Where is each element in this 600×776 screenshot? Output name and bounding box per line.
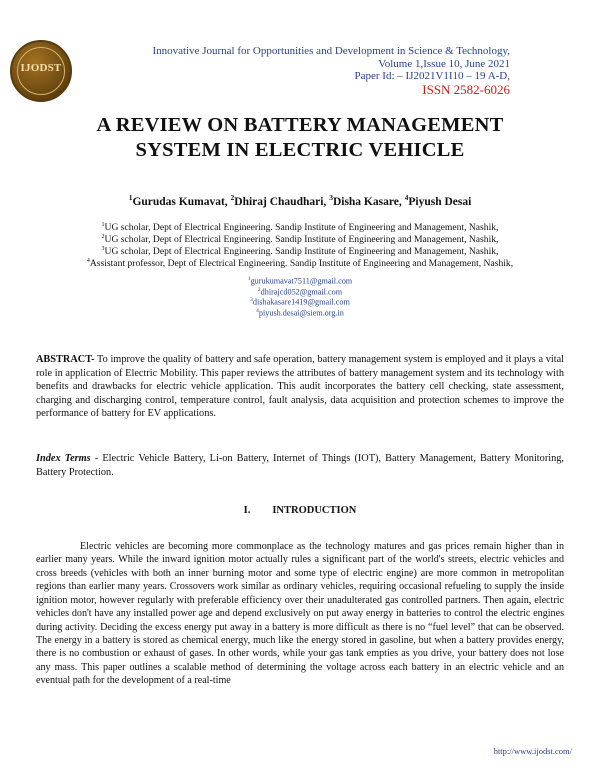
introduction-paragraph: Electric vehicles are becoming more commonplace as the technology matures and gas prices remain higher than in earlier many years. While the inward ignition motor actually rules a significant part of the world's streets, electric vehicles and cross breeds (vehicles with both an inner burning motor and some type of electric engine) are more common in metropolitan regions than earlier many years. Crossovers work similar as ordinary vehicles, requiring occasional refueling to supply the inside ignition motor, however regularly with preferable efficiency over their unadulterated gas controlled partners. Then again, electric vehicles don't have any installed power age and depend exclusively on put away energy in batteries to control the electric engines during activity. Deciding the excess energy put away in a battery is more difficult as there is no “fuel level” that can be observed. The energy in a battery is stored as chemical energy, much like the energy stored in gasoline, but when a battery provides energy, there is no combustion or exhaust of gases. In other words, while your gas tank empties as you drive, your battery does not lose any mass. This paper outlines a scalable method of determining the voltage across each battery in an electric vehicle and an eventual path for the development of a real-time <box>36 541 564 687</box>
author-list <box>40 193 560 208</box>
email-item[interactable] <box>40 276 560 287</box>
email-sup: 4 <box>256 307 259 314</box>
title-line-2: SYSTEM IN ELECTRIC VEHICLE <box>135 138 465 161</box>
logo-text: IJODST <box>20 62 62 74</box>
journal-logo <box>10 40 72 102</box>
email-sup: 3 <box>250 297 253 304</box>
section-title: INTRODUCTION <box>272 505 357 516</box>
abstract <box>36 353 564 421</box>
author-sup: 3 <box>329 193 333 202</box>
abstract-label: ABSTRACT- <box>36 354 95 365</box>
email-item[interactable] <box>40 287 560 298</box>
affiliation-sup: 1 <box>101 222 105 228</box>
author-sup: 4 <box>404 193 409 202</box>
index-terms <box>36 452 564 479</box>
paper-title <box>40 113 560 162</box>
section-number: I. <box>243 505 251 516</box>
affiliation-text: UG scholar, Dept of Electrical Engineering. Sandip Institute of Engineering and Management, Nashik, <box>104 222 499 234</box>
journal-paper-id: Paper Id: – IJ2021V1I10 – 19 A-D, <box>354 70 510 83</box>
email-link[interactable]: gurukumavat7511@gmail.com <box>250 276 353 286</box>
journal-header <box>90 45 510 98</box>
journal-volume: Volume 1,Issue 10, June 2021 <box>378 57 510 70</box>
journal-issn: ISSN 2582-6026 <box>422 81 510 97</box>
email-link[interactable]: piyush.desai@siem.org.in <box>258 308 344 318</box>
index-terms-text: - Electric Vehicle Battery, Li-on Battery, Internet of Things (IOT), Battery Management, Battery Monitoring, Battery Protection. <box>36 453 564 478</box>
author-sup: 2 <box>230 193 235 202</box>
email-item[interactable] <box>40 308 560 319</box>
author-name: Dhiraj Chaudhari, <box>234 195 330 208</box>
title-line-1: A REVIEW ON BATTERY MANAGEMENT <box>96 114 504 136</box>
journal-name: Innovative Journal for Opportunities and Development in Science & Technology, <box>152 45 510 57</box>
affiliation-item <box>20 246 580 258</box>
email-sup: 2 <box>257 286 261 293</box>
author-name: Gurudas Kumavat, <box>132 195 231 208</box>
affiliation-text: UG scholar, Dept of Electrical Engineering. Sandip Institute of Engineering and Management, Nashik, <box>104 234 499 246</box>
affiliation-text: UG scholar, Dept of Electrical Engineering. Sandip Institute of Engineering and Management, Nashik, <box>104 246 499 258</box>
abstract-text: To improve the quality of battery and safe operation, battery management system is employed and it plays a vital role in application of Electric Mobility. This paper reviews the attributes of battery management system and its technology with benefits and drawbacks for electric vehicle application. This audit incorporates the battery cell checking, state assessment, charging and discharging control, temperature control, fault analysis, data acquisition and protection schemes to improve the performance of battery for EV applications. <box>36 354 564 420</box>
email-sup: 1 <box>247 276 251 282</box>
index-terms-label: Index Terms <box>36 453 91 464</box>
author-name: Disha Kasare, <box>332 195 405 208</box>
affiliation-text: Assistant professor, Dept of Electrical Engineering. Sandip Institute of Engineering and Management, Nashik, <box>89 258 514 270</box>
footer-url[interactable]: http://www.ijodst.com/ <box>493 746 572 756</box>
affiliation-item <box>20 222 580 234</box>
author-sup: 1 <box>128 193 133 202</box>
email-item[interactable] <box>40 297 560 308</box>
affiliation-item <box>20 258 580 270</box>
email-link[interactable]: dhirajcd052@gmail.com <box>260 287 343 297</box>
affiliation-sup: 2 <box>101 233 105 240</box>
section-heading <box>36 505 564 516</box>
affiliation-list <box>20 222 580 270</box>
affiliation-sup: 3 <box>101 245 105 252</box>
author-name: Piyush Desai <box>408 195 472 208</box>
affiliation-item <box>20 234 580 246</box>
affiliation-sup: 4 <box>86 257 90 264</box>
email-list <box>40 276 560 318</box>
email-link[interactable]: dishakasare1419@gmail.com <box>252 297 350 307</box>
